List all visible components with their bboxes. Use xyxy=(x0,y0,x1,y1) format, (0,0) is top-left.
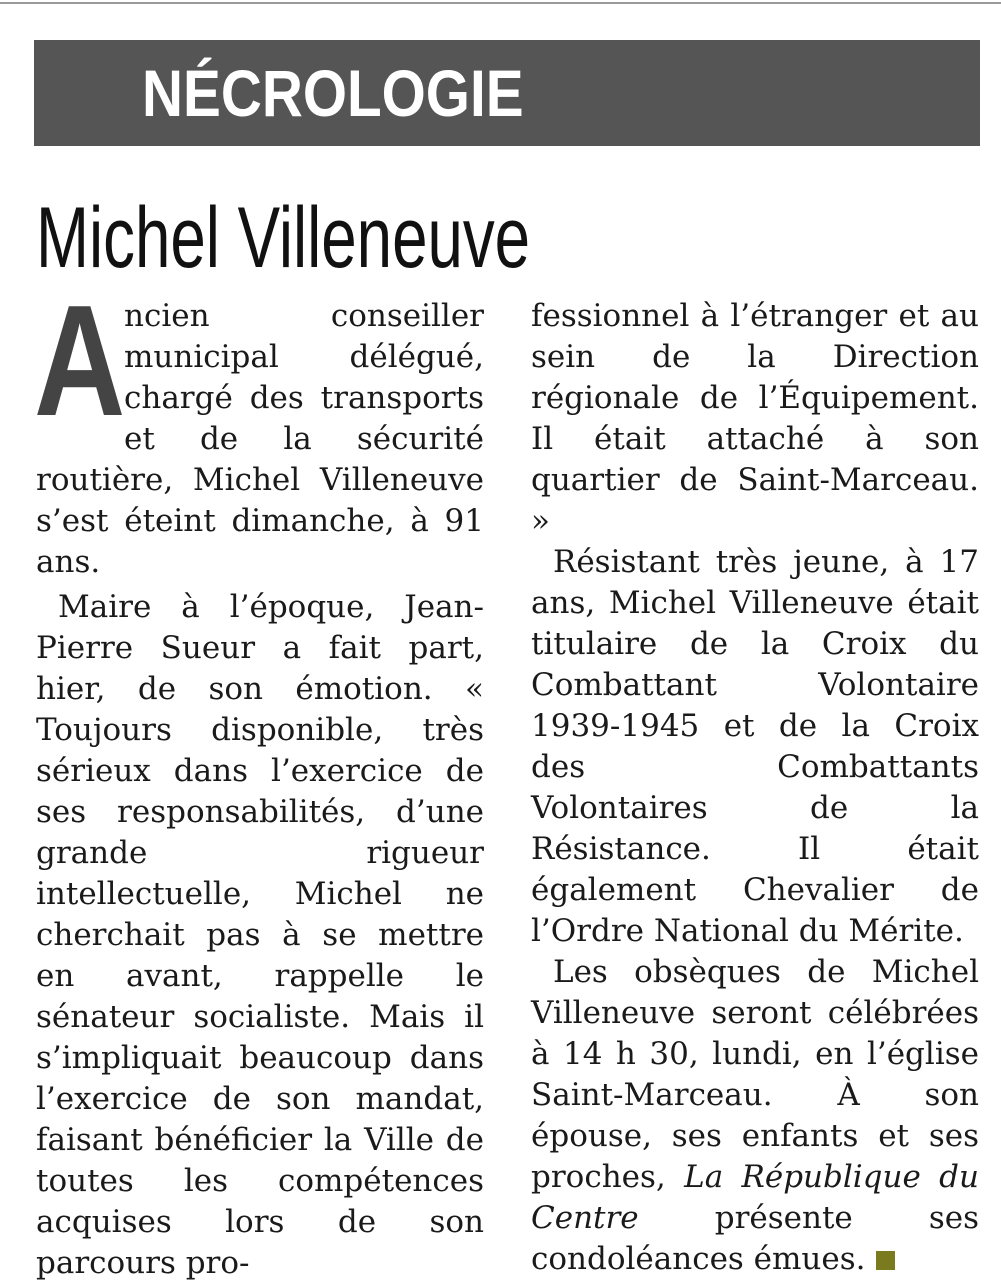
section-label: NÉCROLOGIE xyxy=(142,56,524,130)
paragraph-2: Maire à l’époque, Jean-Pierre Sueur a fait part, hier, de son émotion. « Toujours disponible, très sérieux dans l’exercice de ses responsabilités, d’une grande rigueur intellectuelle, Michel ne cherchait pas à se mettre en avant, rappelle le sénateur socialiste. Mais il s’impliquait beaucoup dans l’exercice de son mandat, faisant bénéficier la Ville de toutes les compétences acquises lors de son parcours pro- xyxy=(36,589,484,1281)
paragraph-4-text: Les obsèques de Michel Villeneuve seront célébrées à 14 h 30, lundi, en l’église Saint-Marceau. À son épouse, ses enfants et ses proches, xyxy=(531,954,979,1195)
article-column-left xyxy=(34,273,484,1284)
section-banner xyxy=(34,40,980,146)
paragraph-1 xyxy=(34,273,484,583)
headline: Michel Villeneuve xyxy=(36,190,531,286)
drop-cap: A xyxy=(34,273,126,449)
paragraph-3: Résistant très jeune, à 17 ans, Michel Villeneuve était titulaire de la Croix du Combattant Volontaire 1939-1945 et de la Croix des Combattants Volontaires de la Résistance. Il était également Chevalier de l’Ordre National du Mérite. xyxy=(531,544,979,949)
end-mark-icon xyxy=(876,1251,895,1270)
article-column-right xyxy=(531,296,979,1280)
top-rule xyxy=(0,2,1001,4)
publication-name: La République du Centre xyxy=(531,1159,979,1236)
paragraph-4-end: présente ses condoléances émues. xyxy=(531,1200,979,1277)
paragraph-4 xyxy=(531,952,979,1280)
paragraph-1-text: ncien conseiller municipal délégué, chargé des transports et de la sécurité routière, Michel Villeneuve s’est éteint dimanche, à 91 ans. xyxy=(36,298,484,580)
paragraph-2-continued: fessionnel à l’étranger et au sein de la Direction régionale de l’Équipement. Il était attaché à son quartier de Saint-Marceau. » xyxy=(531,298,979,539)
